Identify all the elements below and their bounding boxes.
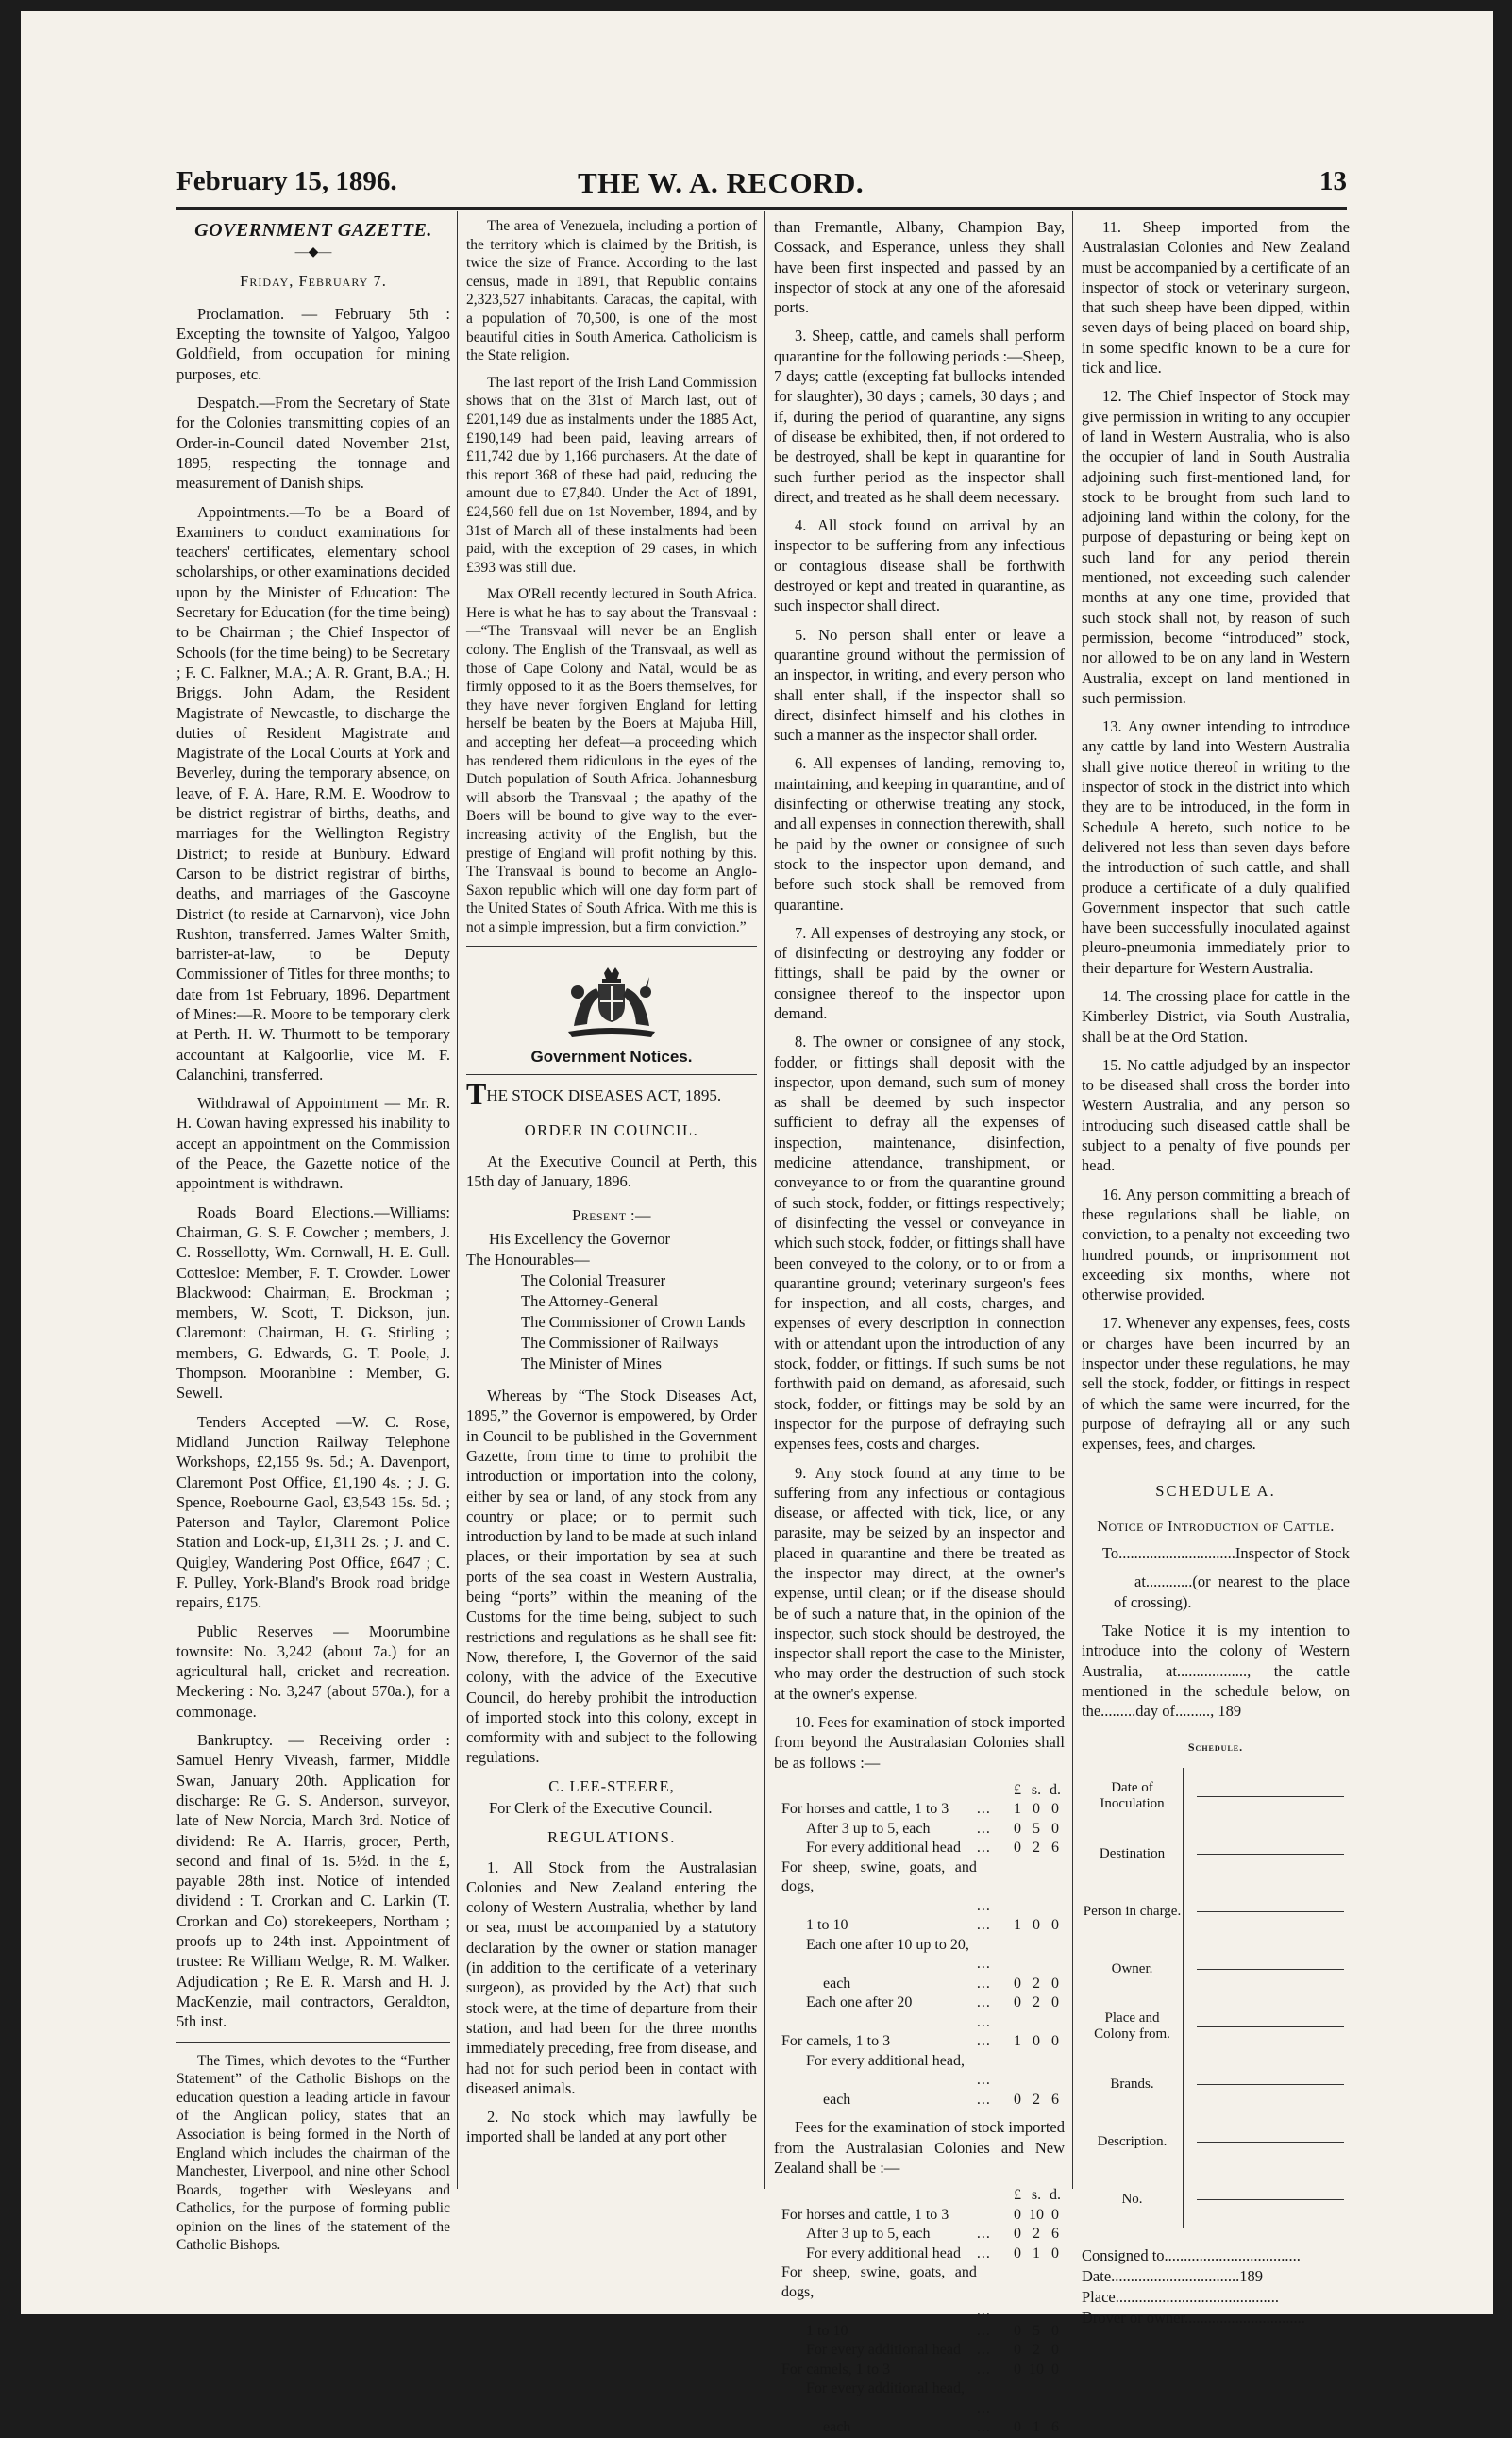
fee-label: For camels, 1 to 3 (781, 2033, 891, 2050)
fee-shillings: 2 (1033, 2091, 1040, 2108)
schedule-field-blank (1184, 1825, 1351, 1883)
shillings-header: s. (1031, 2187, 1042, 2204)
transvaal-paragraph: Max O'Rell recently lectured in South Africa. Here is what he has to say about the Transvaal :—“The Transvaal will never be an English colony. The English of the Transvaal, as well as those of Cape Colony and Natal, would be as firmly opposed to it as the Boers themselves, for they have never forgiven England for letting herself be beaten by the Boers at Majuba Hill, and accepting her defeat—a proceeding which has rendered them ridiculous in the eyes of the Dutch population of South Africa. Johannesburg will absorb the Transvaal ; the apathy of the Boers will be bound to give way to the ever-increasing activity of the English, but the prestige of England will profit nothing by this. The Transvaal is bound to become an Anglo-Saxon republic which will one day form part of the United States of South Africa. With me this is not a simple impression, but a firm conviction.” (466, 586, 757, 935)
notice-to-line: To..............................Inspector of Stock (1102, 1544, 1350, 1563)
fee-dots: ... (976, 1801, 991, 1818)
fee-row (774, 2302, 1065, 2341)
schedule-field-blank (1184, 1883, 1351, 1941)
schedule-form (1082, 1768, 1350, 2228)
fees-table-1 (774, 1781, 1065, 2110)
present-item: The Minister of Mines (521, 1354, 662, 1373)
present-item: The Commissioner of Crown Lands (521, 1313, 746, 1332)
fee-shillings: 2 (1033, 1975, 1040, 1992)
fee-pounds: 0 (1014, 2206, 1021, 2223)
fee-dots: ... ... (976, 1956, 991, 1992)
fee-pence: 0 (1051, 2361, 1059, 2378)
fee-row (774, 2245, 1065, 2264)
take-notice-paragraph: Take Notice it is my intention to introduce into the colony of Western Australia, at.................., the cattle mentioned in the schedule below, on the.........day of........., 189 (1082, 1622, 1350, 1721)
fee-row (774, 2341, 1065, 2361)
fee-dots: ... (976, 2226, 991, 2243)
fee-shillings (1027, 2052, 1046, 2072)
schedule-a-title: SCHEDULE A. (1155, 1481, 1276, 1500)
fee-row (774, 1936, 1065, 1956)
fee-label: After 3 up to 5, each (806, 1820, 931, 1837)
fee-pence: 0 (1051, 1975, 1059, 1992)
fee-pence: 6 (1051, 2091, 1059, 2108)
fees-table-2 (774, 2186, 1065, 2438)
schedule-row (1082, 1768, 1350, 1825)
schedule-field-label: Description. (1082, 2113, 1184, 2171)
fee-pounds: 0 (1014, 2361, 1021, 2378)
fee-label: After 3 up to 5, each (806, 2226, 931, 2243)
fee-pence: 6 (1051, 2419, 1059, 2436)
fee-pence (1046, 2052, 1065, 2072)
regulation-3: 3. Sheep, cattle, and camels shall perform quarantine for the following periods :—Sheep, 7 days; cattle (excepting fat bullocks intended for slaughter), 30 days ; camels, 30 days ; and if, during the period of quarantine, any signs of disease be exhibited, then, if not ordered to be destroyed, shall be kept in quarantine for such further period as the inspector shall direct, and treated as he shall deem necessary. (774, 327, 1065, 506)
regulation-4: 4. All stock found on arrival by an inspector to be suffering from any infectious or contagious disease shall be forthwith destroyed or kept and treated in quarantine, as such inspector shall direct. (774, 516, 1065, 615)
present-list (466, 1229, 757, 1374)
regulation-6: 6. All expenses of landing, removing to, maintaining, and keeping in quarantine, and of disinfecting or otherwise treating any stock, and all expenses in connection therewith, shall be paid by the owner or consignee of such stock to the inspector upon demand, and before such stock shall be removed from quarantine. (774, 754, 1065, 914)
whereas-paragraph: Whereas by “The Stock Diseases Act, 1895,” the Governor is empowered, by Order in Council to be published in the Government Gazette, from time to time to prohibit the introduction or importation into the colony, either by sea or land, of any stock from any country or place; or to permit such introduction by land to be made at such inland places, or their importation by sea at such ports of the sea coast in Western Australia, being “ports” within the meaning of the Customs for the time being, subject to such restrictions and regulations as he shall see fit: Now, therefore, I, the Governor of the said colony, with the advice of the Executive Council, do hereby prohibit the introduction of imported stock into this colony, except in comformity with and subject to the following regulations. (466, 1387, 757, 1767)
regulation-9: 9. Any stock found at any time to be suffering from any infectious or contagious disease, or affected with tick, lice, or any parasite, may be seized by an inspector and placed in quarantine and there be treated as the inspector may direct, at the owner's expense, until clean; or if the disease should be of such a nature that, in the opinion of the inspector, such stock should be destroyed, the inspector shall report the case to the Minister, who may order the destruction of such stock at the owner's expense. (774, 1463, 1065, 1703)
blank-line (1197, 2084, 1344, 2085)
act-title-dropcap: T (466, 1076, 487, 1111)
regulation-10: 10. Fees for examination of stock imported from beyond the Australasian Colonies shall be as follows :— (774, 1713, 1065, 1772)
fee-label: For camels, 1 to 3 (781, 2361, 891, 2378)
schedule-row (1082, 2056, 1350, 2113)
fee-row (774, 2206, 1065, 2226)
fee-row (774, 2071, 1065, 2110)
fee-dots: ... (976, 2245, 991, 2261)
notice-at-line: at............(or nearest to the place of crossing). (1114, 1572, 1350, 1611)
schedule-field-blank (1184, 2056, 1351, 2113)
column-4 (1082, 217, 1350, 2327)
fee-pence: 0 (1051, 2033, 1059, 2050)
regulations-title: REGULATIONS. (547, 1828, 676, 1847)
present-item: The Colonial Treasurer (521, 1271, 666, 1290)
fee-pounds: 0 (1014, 2419, 1021, 2436)
fee-pence (1046, 2379, 1065, 2399)
fee-shillings: 5 (1033, 2322, 1040, 2339)
schedule-row (1082, 1883, 1350, 1941)
fee-dots (977, 2263, 1008, 2302)
paper-title: THE W. A. RECORD. (578, 166, 865, 199)
gazette-heading: GOVERNMENT GAZETTE. (194, 220, 432, 241)
schedule-field-blank (1184, 1768, 1351, 1825)
fee-pounds: 1 (1014, 1917, 1021, 1934)
fee-shillings: 1 (1033, 2419, 1040, 2436)
schedule-field-label: Brands. (1082, 2056, 1184, 2113)
fee-label: For sheep, swine, goats, and dogs, (781, 1858, 977, 1895)
present-item: The Honourables— (466, 1251, 590, 1269)
fee-shillings (1027, 1858, 1046, 1897)
shillings-header: s. (1031, 1781, 1042, 1798)
order-in-council-title: ORDER IN COUNCIL. (524, 1120, 699, 1139)
blank-line (1197, 2026, 1344, 2027)
blank-line (1197, 1796, 1344, 1797)
consigned-to-line: Consigned to................................... (1082, 2245, 1301, 2264)
fee-pounds: 1 (1014, 1801, 1021, 1818)
schedule-field-label: Place and Colony from. (1082, 1998, 1184, 2056)
drover-line: Drover or owner............................... (1082, 2308, 1305, 2327)
council-line: At the Executive Council at Perth, this 15th day of January, 1896. (466, 1152, 757, 1191)
regulation-12: 12. The Chief Inspector of Stock may give permission in writing to any occupier of land in Western Australia, who is also the occupier of land in South Australia adjoining such first-mentioned land, for stock to be brought from such land to adjoining land within the colony, for the purpose of depasturing or being kept on such land for any period therein mentioned, not exceeding such calender months at any one time, provided that such stock shall not, by reason of such permission, become “introduced” stock, nor allowed to be on any land in Western Australia, except on land mentioned in such permission. (1082, 387, 1350, 707)
fee-dots (977, 2379, 1008, 2399)
fee-pounds (1008, 1858, 1027, 1897)
schedule-subtitle: Schedule. (1187, 1740, 1244, 1755)
fee-pence: 0 (1051, 2322, 1059, 2339)
column-divider (764, 211, 765, 2189)
pence-header: d. (1050, 2187, 1061, 2204)
fee-pounds: 1 (1014, 2033, 1021, 2050)
fee-row (774, 1839, 1065, 1858)
present-item: The Attorney-General (521, 1292, 659, 1311)
proclamation-paragraph: Proclamation. — February 5th : Excepting the townsite of Yalgoo, Yalgoo Goldfield, from occupation for mining purposes, etc. (176, 304, 450, 383)
divider-ornament: —◆— (294, 245, 332, 261)
fee-shillings: 5 (1033, 1820, 1040, 1837)
fee-label: 1 to 10 (806, 1917, 848, 1934)
blank-line (1197, 1911, 1344, 1912)
fee-dots (977, 2052, 1008, 2072)
regulation-11: 11. Sheep imported from the Australasian Colonies and New Zealand must be accompanied by a certificate of an inspector of stock or veterinary surgeon, that such sheep have been dipped, within seven days of being placed on board ship, in some specific known to be a cure for tick and lice. (1082, 218, 1350, 378)
section-rule (466, 946, 757, 947)
fee-pounds: 0 (1014, 2091, 1021, 2108)
schedule-row (1082, 2171, 1350, 2228)
fees-header-row (774, 2186, 1065, 2206)
fee-shillings: 0 (1033, 2033, 1040, 2050)
issue-date: February 15, 1896. (176, 166, 397, 196)
fee-label: For every additional head, (806, 2380, 965, 2397)
fee-pounds: 0 (1014, 2342, 1021, 2359)
fee-dots: ... (976, 2342, 991, 2359)
fee-dots: ... (976, 1994, 991, 2011)
schedule-field-label: Destination (1082, 1825, 1184, 1883)
fee-row (774, 1897, 1065, 1936)
fee-pence: 0 (1051, 1820, 1059, 1837)
fee-pence: 0 (1051, 1801, 1059, 1818)
fee-dots: ... ... (976, 1897, 991, 1934)
schedule-field-blank (1184, 2171, 1351, 2228)
fee-row (774, 2399, 1065, 2438)
bankruptcy-paragraph: Bankruptcy. — Receiving order : Samuel Henry Viveash, farmer, Middle Swan, January 20th. Application for discharge: Re G. S. Anderson, surveyor, late of New Norcia, March 3rd. Notice of dividend: Re A. Harris, grocer, Perth, second and final of 1s. 5½d. in the £, payable 28th inst. Notice of intended dividend : T. Crorkan and C. Larkin (T. Crorkan and Co) storekeepers, Northam ; proofs up to 24th inst. Appointment of trustee: Re William Wedge, R. M. Walker. Adjudication ; Re E. R. Marsh and H. J. MacKenzie, mail contractors, Geraldton, 5th inst. (176, 1731, 450, 2031)
fee-pence: 0 (1051, 1994, 1059, 2011)
present-title: Present :— (572, 1205, 651, 1224)
date-line: Date.................................189 (1082, 2266, 1264, 2285)
masthead (176, 153, 1347, 206)
fee-shillings: 2 (1033, 2342, 1040, 2359)
fee-dots: ... ... (976, 2303, 991, 2339)
fee-shillings: 2 (1033, 2226, 1040, 2243)
fee-pounds: 0 (1014, 1994, 1021, 2011)
fee-dots: ... ... (976, 2399, 991, 2436)
fee-pounds: 0 (1014, 1975, 1021, 1992)
place-line: Place.......................................... (1082, 2287, 1279, 2306)
appointments-paragraph: Appointments.—To be a Board of Examiners to conduct examinations for teachers' certificates, elementary school scholarships, or other examinations decided upon by the Minister of Education: The Secretary for Education (for the time being) to be Chairman ; the Chief Inspector of Schools (for the time being) to be Secretary ; F. C. Falkner, M.A.; A. R. Grant, B.A.; H. Briggs. John Adam, the Resident Magistrate of Newcastle, to discharge the duties of Resident Magistrate and Magistrate of the Local Courts at York and Beverley, during the temporary absence, on leave, of F. A. Hare, R.M. E. Woodrow to be district registrar of births, deaths, and marriages for the Wellington Registry District; to reside at Bunbury. Edward Carson to be district registrar of births, deaths, and marriages of the Gascoyne District (to reside at Carnarvon), vice John Rushton, transferred. James Walter Smith, barrister-at-law, to be Deputy Commissioner of Titles for three months; to date from 1st February, 1896. Department of Mines:—R. Moore to be temporary clerk at Perth. H. W. Thurmott to be temporary accountant at Kalgoorlie, vice M. F. Calanchini, transferred. (176, 502, 450, 1084)
fee-label: For horses and cattle, 1 to 3 (781, 2206, 949, 2223)
fee-pounds (1008, 2379, 1027, 2399)
regulation-14: 14. The crossing place for cattle in the Kimberley District, via South Australia, shall be at the Ord Station. (1082, 986, 1350, 1046)
schedule-field-blank (1184, 2113, 1351, 2171)
fee-row (774, 1858, 1065, 1897)
column-3 (774, 217, 1065, 2436)
fee-row (774, 2361, 1065, 2380)
consignment-block (1082, 2245, 1350, 2329)
section-rule (466, 1074, 757, 1075)
regulation-2: 2. No stock which may lawfully be imported shall be landed at any port other (466, 2108, 757, 2146)
fee-row (774, 1820, 1065, 1840)
column-divider (457, 211, 458, 2189)
act-title-text: HE STOCK DISEASES ACT, 1895. (486, 1085, 722, 1104)
fee-label: each (823, 2091, 851, 2108)
column-divider (1072, 211, 1073, 2189)
regulation-17: 17. Whenever any expenses, fees, costs or charges have been incurred by an inspector under these regulations, he may sell the stock, fodder, or fittings in respect of which the same were incurred, for the purpose of defraying all or any such expenses, fees, and charges. (1082, 1314, 1350, 1454)
schedule-row (1082, 1825, 1350, 1883)
fee-pounds: 0 (1014, 2226, 1021, 2243)
tenders-paragraph: Tenders Accepted —W. C. Rose, Midland Junction Railway Telephone Workshops, £2,155 9s. 5d.; A. Davenport, Claremont Post Office, £1,190 4s. ; J. G. Spence, Roebourne Gaol, £3,543 15s. 5d. ; Paterson and Taylor, Claremont Police Station and Lock-up, £1,311 2s. ; J. and C. Quigley, Wandering Post Office, £647 ; C. F. Pulley, York-Bland's Brook road bridge repairs, £175. (176, 1412, 450, 1612)
signature-role: For Clerk of the Executive Council. (489, 1798, 713, 1817)
fee-shillings: 2 (1033, 1840, 1040, 1857)
page-number: 13 (1319, 166, 1347, 196)
fee-label: each (823, 1975, 851, 1992)
schedule-field-label: Date of Inoculation (1082, 1768, 1184, 1825)
fee-shillings: 0 (1033, 1801, 1040, 1818)
roads-board-paragraph: Roads Board Elections.—Williams: Chairman, G. S. F. Cowcher ; members, J. C. Rossellotty, Wm. Cornwall, H. E. Gull. Cottesloe: Member, F. T. Crowder. Lower Blackwood: Chairman, E. Brockman ; members, W. Scott, T. Dickson, jun. Claremont: Chairman, H. G. Stirling ; members, G. Edwards, G. T. Poole, J. Thompson. Mooranbine : Member, G. Sewell. (176, 1202, 450, 1403)
fee-row (774, 2379, 1065, 2399)
fees-header-row (774, 1781, 1065, 1801)
fee-label: For every additional head (806, 2342, 961, 2359)
fee-dots: ... ... (976, 2013, 991, 2050)
section-rule (176, 2042, 450, 2043)
blank-line (1197, 2199, 1344, 2200)
fee-label: For every additional head (806, 1840, 961, 1857)
fee-pence: 0 (1051, 2206, 1059, 2223)
pounds-header: £ (1014, 2187, 1021, 2204)
schedule-field-blank (1184, 1941, 1351, 1998)
schedule-field-label: No. (1082, 2171, 1184, 2228)
fee-pounds (1008, 2263, 1027, 2302)
fee-pence: 0 (1051, 2342, 1059, 2359)
royal-coat-of-arms-icon (555, 966, 668, 1041)
fee-label: 1 to 10 (806, 2322, 848, 2339)
fee-pence: 0 (1051, 1917, 1059, 1934)
masthead-rule (176, 207, 1347, 210)
fee-shillings (1027, 2379, 1046, 2399)
fee-pounds (1008, 1936, 1027, 1956)
fee-row (774, 2263, 1065, 2302)
blank-line (1197, 2142, 1344, 2143)
schedule-field-blank (1184, 1998, 1351, 2056)
fee-shillings (1027, 2263, 1046, 2302)
fee-dots: ... ... (976, 2072, 991, 2108)
column-2 (466, 217, 757, 2190)
fee-label: Each one after 10 up to 20, (806, 1936, 969, 1953)
venezuela-paragraph: The area of Venezuela, including a portion of the territory which is claimed by the British, is twice the size of France. According to the last census, made in 1891, that Republic contains 2,323,527 inhabitants. Caracas, the capital, with a population of 70,500, is one of the most beautiful cities in South America. Catholicism is the State religion. (466, 218, 757, 364)
notice-title: Notice of Introduction of Cattle. (1097, 1516, 1335, 1535)
regulation-15: 15. No cattle adjudged by an inspector to be diseased shall cross the border into Western Australia, and any person so introducing such diseased cattle shall be subject to a penalty of five pounds per head. (1082, 1055, 1350, 1175)
despatch-paragraph: Despatch.—From the Secretary of State for the Colonies transmitting copies of an Order-in-Council dated November 21st, 1895, respecting the tonnage and measurement of Danish ships. (176, 394, 450, 493)
fees-2-intro: Fees for the examination of stock imported from the Australasian Colonies and New Zealand shall be :— (774, 2118, 1065, 2177)
column-1 (176, 217, 450, 2254)
fee-pounds: 0 (1014, 2245, 1021, 2261)
fee-pence (1046, 1858, 1065, 1897)
fee-row (774, 2225, 1065, 2245)
fee-shillings: 10 (1029, 2206, 1044, 2223)
regulation-8: 8. The owner or consignee of any stock, fodder, or fittings shall deposit with the inspector, upon demand, such sum of money as shall be deemed by such inspector sufficient to defray all the expenses of inspection, maintenance, disinfection, medicine attendance, transhipment, or conveyance to or from the quarantine ground of such stock, fodder, or fittings respectively; of disinfecting the vessel or conveyance in which such stock, fodder, or fittings shall have been conveyed to the colony, or to or from a quarantine ground; veterinary surgeon's fees for inspection, and all costs, charges, and expenses of every description in connection with or attendant upon the introduction of any stock, fodder, or fittings. If such sums be not forthwith paid on demand, as aforesaid, such stock, fodder, or fittings may be sold by an inspector for the purpose of defraying such expenses fees, costs and charges. (774, 1033, 1065, 1454)
regulation-16: 16. Any person committing a breach of these regulations shall be liable, on conviction, to a penalty not exceeding two hundred pounds, or imprisonment not exceeding six months, where not otherwise provided. (1082, 1185, 1350, 1304)
fee-pence (1046, 2263, 1065, 2302)
fee-shillings: 1 (1033, 2245, 1040, 2261)
fee-pounds: 0 (1014, 2322, 1021, 2339)
irish-land-paragraph: The last report of the Irish Land Commission shows that on the 31st of March last, out of £201,149 due as instalments under the 1885 Act, £190,149 had been paid, leaving arrears of £11,742 due by 1,166 purchasers. At the date of this report 368 of these had paid, reducing the amount due to £7,840. Under the Act of 1891, £24,560 fell due on 1st November, 1894, and by 31st of March all of these instalments had been paid, with the exception of 29 cases, in which £393 was still due. (466, 374, 757, 576)
fee-dots: ... (976, 1820, 991, 1837)
fee-dots (977, 2206, 1008, 2226)
government-notices-title: Government Notices. (530, 1047, 693, 1066)
schedule-row (1082, 2113, 1350, 2171)
regulation-2-cont: than Fremantle, Albany, Champion Bay, Cossack, and Esperance, unless they shall have been first inspected and passed by an inspector of stock at any one of the aforesaid ports. (774, 218, 1065, 317)
schedule-field-label: Person in charge. (1082, 1883, 1184, 1941)
fee-pounds: 0 (1014, 1840, 1021, 1857)
fee-pence: 6 (1051, 1840, 1059, 1857)
blank-line (1197, 1854, 1344, 1855)
fee-shillings: 0 (1033, 1917, 1040, 1934)
present-item: The Commissioner of Railways (521, 1334, 719, 1353)
regulation-7: 7. All expenses of destroying any stock, or of disinfecting or destroying any fodder or fittings, shall be paid by the owner or consignee thereof to the inspector upon demand. (774, 923, 1065, 1022)
fee-label: For sheep, swine, goats, and dogs, (781, 2264, 977, 2300)
schedule-row (1082, 1941, 1350, 1998)
fee-label: For every additional head, (806, 2052, 965, 2069)
pence-header: d. (1050, 1781, 1061, 1798)
fee-label: Each one after 20 (806, 1994, 913, 2011)
signature: C. LEE-STEERE, (548, 1776, 675, 1795)
pounds-header: £ (1014, 1781, 1021, 1798)
fee-pence: 0 (1051, 2245, 1059, 2261)
regulation-13: 13. Any owner intending to introduce any cattle by land into Western Australia shall give notice thereof in writing to the inspector of stock in the district into which they are to be introduced, in the form in Schedule A hereto, such notice to be delivered not less than seven days before the introduction of such cattle, and shall produce a certificate of a duly qualified Government inspector that such cattle have been successfully inoculated against pleuro-pneumonia immediately prior to their departure for Western Australia. (1082, 717, 1350, 977)
regulation-5: 5. No person shall enter or leave a quarantine ground without the permission of an inspector, in writing, and every person who shall enter shall, if the inspector shall so direct, disinfect himself and his clothes in such a manner as the inspector shall order. (774, 625, 1065, 745)
regulation-1: 1. All Stock from the Australasian Colonies and New Zealand entering the colony of Western Australia, whether by land or sea, must be accompanied by a statutory declaration by the owner or station manager (in addition to the certificate of a veterinary surgeon), as provided by the Act) that such stock were, at the time of departure from their station, and had been for the three months immediately preceding, free from disease, and had not for such period been in contact with diseased animals. (466, 1858, 757, 2097)
fee-dots (977, 1858, 1008, 1897)
fee-dots: ... (976, 1840, 991, 1857)
fee-row (774, 1993, 1065, 2013)
fee-row (774, 1800, 1065, 1820)
times-paragraph: The Times, which devotes to the “Further Statement” of the Catholic Bishops on the education question a leading article in favour of the Anglican policy, states that an Association is being formed in the North of England which includes the chairman of the Manchester, Liverpool, and nine other School Boards, together with Wesleyans and Catholics, for the purpose of forming public opinion on the lines of the statement of the Catholic Bishops. (176, 2052, 450, 2254)
fee-pounds: 0 (1014, 1820, 1021, 1837)
withdrawal-paragraph: Withdrawal of Appointment — Mr. R. H. Cowan having expressed his inability to accept an appointment on the Commission of the Peace, the Gazette notice of the appointment is withdrawn. (176, 1094, 450, 1193)
present-item: His Excellency the Governor (489, 1230, 670, 1249)
gazette-dateline: Friday, February 7. (240, 271, 387, 290)
fee-pence (1046, 1936, 1065, 1956)
fee-label: For horses and cattle, 1 to 3 (781, 1801, 949, 1818)
fee-pounds (1008, 2052, 1027, 2072)
fee-dots: ... (976, 2361, 991, 2378)
newspaper-page (21, 11, 1493, 2436)
fee-row (774, 2052, 1065, 2072)
fee-row (774, 2013, 1065, 2052)
blank-line (1197, 1969, 1344, 1970)
fee-shillings: 2 (1033, 1994, 1040, 2011)
fee-dots (977, 1936, 1008, 1956)
fee-label: each (823, 2419, 851, 2436)
fee-shillings: 10 (1029, 2361, 1044, 2378)
public-reserves-paragraph: Public Reserves — Moorumbine townsite: No. 3,242 (about 7a.) for an agricultural hall, cricket and recreation. Meckering : No. 3,247 (about 570a.), for a commonage. (176, 1622, 450, 1721)
act-title (466, 1076, 757, 1111)
fee-label: For every additional head (806, 2245, 961, 2261)
schedule-field-label: Owner. (1082, 1941, 1184, 1998)
schedule-row (1082, 1998, 1350, 2056)
fee-row (774, 1955, 1065, 1993)
fee-pence: 6 (1051, 2226, 1059, 2243)
fee-shillings (1027, 1936, 1046, 1956)
